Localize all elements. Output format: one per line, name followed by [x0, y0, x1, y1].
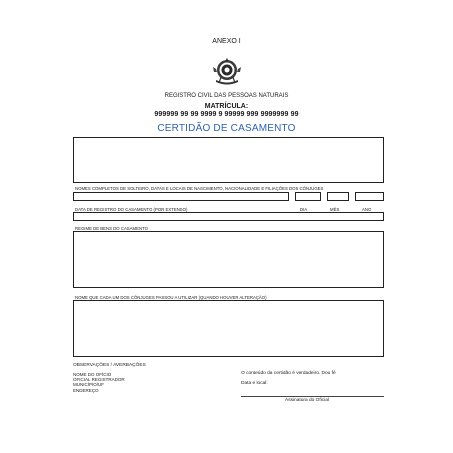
- regime-box[interactable]: [73, 231, 384, 288]
- office-address: ENDEREÇO: [73, 387, 99, 393]
- new-name-label: NOME QUE CADA UM DOS CÔNJUGES PASSOU A UTILIZAR (QUANDO HOUVER ALTERAÇÃO): [75, 295, 267, 300]
- spouses-names-box[interactable]: [73, 137, 384, 183]
- office-registrar: OFICIAL REGISTRADOR: [73, 377, 125, 383]
- observations-label: OBSERVAÇÕES / AVERBAÇÕES: [73, 363, 146, 368]
- office-name: NOME DO OFÍCIO: [73, 372, 112, 377]
- year-label: ANO: [362, 207, 372, 212]
- registration-date-label: DATA DE REGISTRO DO CASAMENTO (POR EXTENSO): [75, 207, 188, 212]
- signature-line: [241, 396, 384, 397]
- date-place-label: Data e local:: [241, 381, 268, 386]
- registration-date-box[interactable]: [73, 192, 289, 201]
- month-label: MÊS: [330, 207, 340, 212]
- office-info: [73, 372, 125, 393]
- spouses-names-label: NOMES COMPLETOS DE SOLTEIRO, DATAS E LOCAIS DE NASCIMENTO, NACIONALIDADE E FILIAÇÕES DOS CÔNJUGES: [75, 186, 324, 191]
- registry-name: REGISTRO CIVIL DAS PESSOAS NATURAIS: [164, 93, 289, 99]
- day-box[interactable]: [295, 192, 321, 201]
- signature-label: Assinatura do Oficial: [285, 398, 329, 403]
- year-box[interactable]: [355, 192, 384, 201]
- office-municipality: MUNICÍPIO/UF: [73, 382, 104, 388]
- matricula-label: MATRÍCULA:: [204, 103, 249, 110]
- coat-of-arms-icon: [210, 55, 244, 89]
- date-extenso-box[interactable]: [73, 212, 384, 221]
- certificate-title: CERTIDÃO DE CASAMENTO: [157, 123, 296, 134]
- attestation-statement: O conteúdo da certidão é verdadeiro. Dou fé: [241, 371, 336, 376]
- day-label: DIA: [300, 207, 308, 212]
- matricula-number: 999999 99 99 9999 9 99999 999 9999999 99: [154, 111, 299, 118]
- annex-title: ANEXO I: [212, 38, 241, 45]
- month-box[interactable]: [327, 192, 349, 201]
- regime-label: REGIME DE BENS DO CASAMENTO: [75, 226, 148, 231]
- new-name-box[interactable]: [73, 300, 384, 357]
